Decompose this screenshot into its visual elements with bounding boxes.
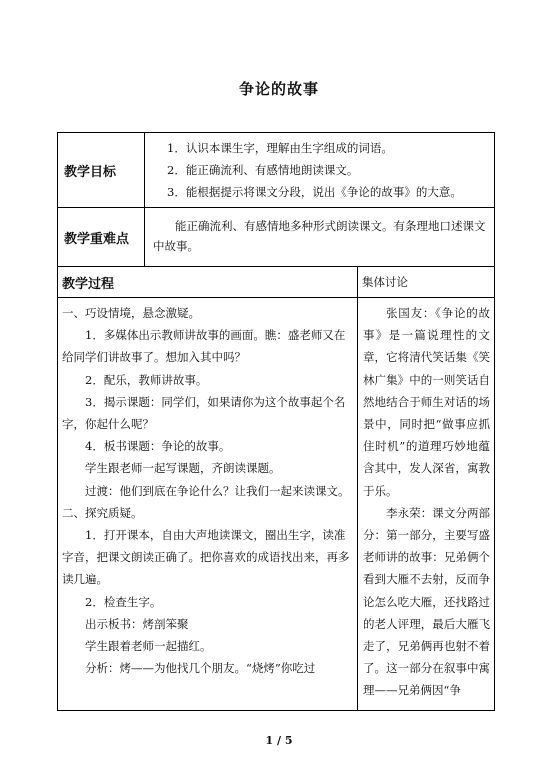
page-title: 争论的故事 [238, 80, 319, 98]
discussion-content [358, 298, 495, 711]
lesson-plan-table [57, 132, 495, 711]
process-paragraph: 3．揭示课题：同学们，如果请你为这个故事起个名字，你起什么呢？ [62, 394, 346, 432]
discussion-paragraph: 李永荣：课文分两部分：第一部分，主要写盛老师讲的故事：兄弟俩个看到大雁不去射，反而争论怎么吃大雁，还找路过的老人评理，最后大雁飞走了，兄弟俩再也射不着了。这一部分在叙事中寓理——兄弟俩因“争 [363, 505, 491, 698]
process-paragraph: 过渡：他们到底在争论什么？让我们一起来读课文。 [85, 483, 350, 498]
process-paragraph: 分析：烤——为他找几个朋友。“烧烤”你吃过 [85, 661, 316, 676]
goal-item: 1．认识本课生字，理解由生字组成的词语。 [167, 141, 393, 155]
difficulty-row [58, 208, 495, 267]
process-body-row [58, 298, 495, 711]
difficulty-label: 教学重难点 [58, 208, 145, 267]
process-content [58, 298, 358, 711]
process-header-row [58, 267, 495, 298]
goals-label: 教学目标 [58, 133, 145, 208]
process-paragraph: 2．配乐，教师讲故事。 [85, 372, 208, 387]
process-paragraph: 1．打开课本，自由大声地读课文，圈出生字，读准字音，把课文朗读正确了。把你喜欢的成语找出来，再多读几遍。 [62, 528, 350, 587]
discussion-label: 集体讨论 [358, 267, 495, 298]
goals-row [58, 133, 495, 208]
goals-list [145, 133, 495, 208]
process-label: 教学过程 [58, 267, 358, 298]
process-paragraph: 1．多媒体出示教师讲故事的画面。瞧：盛老师又在给同学们讲故事了。想加入其中吗？ [62, 328, 346, 365]
page-number: 1 / 5 [265, 734, 293, 747]
goal-item: 2．能正确流利、有感情地朗读课文。 [167, 163, 359, 177]
process-paragraph: 出示板书：烤剖笨聚 [85, 616, 189, 631]
process-paragraph: 学生跟着老师一起描红。 [85, 639, 212, 654]
process-paragraph: 二、探究质疑。 [62, 505, 143, 520]
process-paragraph: 一、巧设情境，悬念激疑。 [62, 306, 200, 320]
discussion-paragraph: 张国友：《争论的故事》是一篇说理性的文章，它将清代笑话集《笑林广集》中的一则笑话自然地结合于师生对话的场景中，同时把“做事应抓住时机”的道理巧妙地蕴含其中，发人深省，寓教于乐。 [363, 306, 491, 498]
goal-item: 3．能根据提示将课文分段，说出《争论的故事》的大意。 [167, 185, 462, 199]
process-paragraph: 2．检查生字。 [85, 594, 162, 609]
process-paragraph: 学生跟老师一起写课题，齐朗读课题。 [85, 461, 281, 476]
process-paragraph: 4．板书课题：争论的故事。 [85, 439, 231, 454]
difficulty-text: 能正确流利、有感情地多种形式朗读课文。有条理地口述课文中故事。 [145, 208, 495, 267]
